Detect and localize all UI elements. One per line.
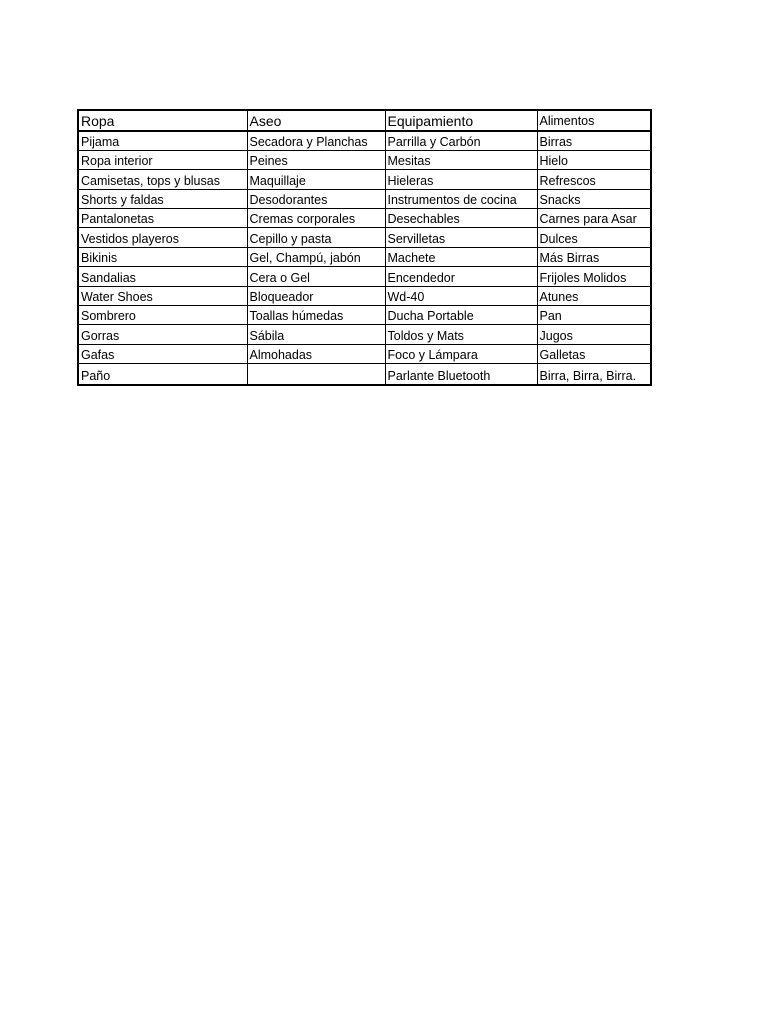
table-cell: Water Shoes (78, 286, 247, 305)
table-cell: Shorts y faldas (78, 189, 247, 208)
packing-list-table (77, 109, 652, 386)
table-row (78, 247, 651, 266)
table-cell: Peines (247, 150, 385, 169)
table-cell: Camisetas, tops y blusas (78, 170, 247, 189)
table-cell: Paño (78, 364, 247, 385)
table-row (78, 131, 651, 150)
table-cell: Machete (385, 247, 537, 266)
table-cell: Birra, Birra, Birra. (537, 364, 651, 385)
table-row (78, 189, 651, 208)
table-cell: Maquillaje (247, 170, 385, 189)
table-cell: Bloqueador (247, 286, 385, 305)
table-cell: Instrumentos de cocina (385, 189, 537, 208)
table-cell: Vestidos playeros (78, 228, 247, 247)
table-cell: Ropa interior (78, 150, 247, 169)
table-cell: Secadora y Planchas (247, 131, 385, 150)
header-equipamiento: Equipamiento (385, 110, 537, 131)
table-cell: Frijoles Molidos (537, 267, 651, 286)
table-cell: Toallas húmedas (247, 306, 385, 325)
table-cell: Mesitas (385, 150, 537, 169)
table-cell: Almohadas (247, 344, 385, 363)
table-cell: Parrilla y Carbón (385, 131, 537, 150)
table-cell: Bikinis (78, 247, 247, 266)
table-cell: Foco y Lámpara (385, 344, 537, 363)
table-cell: Toldos y Mats (385, 325, 537, 344)
header-ropa: Ropa (78, 110, 247, 131)
table-cell: Hieleras (385, 170, 537, 189)
table-cell: Galletas (537, 344, 651, 363)
table-cell: Cremas corporales (247, 209, 385, 228)
table-cell: Más Birras (537, 247, 651, 266)
table-cell: Jugos (537, 325, 651, 344)
table-cell: Dulces (537, 228, 651, 247)
table-row (78, 364, 651, 385)
header-aseo: Aseo (247, 110, 385, 131)
table-cell: Ducha Portable (385, 306, 537, 325)
table-row (78, 170, 651, 189)
table-row (78, 325, 651, 344)
table-cell: Gel, Champú, jabón (247, 247, 385, 266)
table-cell: Pantalonetas (78, 209, 247, 228)
table-row (78, 150, 651, 169)
table-cell: Gafas (78, 344, 247, 363)
table-cell: Pijama (78, 131, 247, 150)
table-cell: Snacks (537, 189, 651, 208)
table-row (78, 306, 651, 325)
table-cell: Sandalias (78, 267, 247, 286)
table-cell: Sombrero (78, 306, 247, 325)
table-cell: Carnes para Asar (537, 209, 651, 228)
table-row (78, 286, 651, 305)
header-alimentos: Alimentos (537, 110, 651, 131)
header-row (78, 110, 651, 131)
table-row (78, 209, 651, 228)
table-cell: Sábila (247, 325, 385, 344)
table-cell: Atunes (537, 286, 651, 305)
table-row (78, 228, 651, 247)
table-cell: Gorras (78, 325, 247, 344)
table-cell: Birras (537, 131, 651, 150)
table-cell: Refrescos (537, 170, 651, 189)
table-cell (247, 364, 385, 385)
table-cell: Pan (537, 306, 651, 325)
table-cell: Desechables (385, 209, 537, 228)
table-cell: Desodorantes (247, 189, 385, 208)
table-cell: Wd-40 (385, 286, 537, 305)
table-cell: Servilletas (385, 228, 537, 247)
table-cell: Encendedor (385, 267, 537, 286)
table-row (78, 344, 651, 363)
table-cell: Hielo (537, 150, 651, 169)
table-cell: Parlante Bluetooth (385, 364, 537, 385)
table-row (78, 267, 651, 286)
table-cell: Cepillo y pasta (247, 228, 385, 247)
table-cell: Cera o Gel (247, 267, 385, 286)
